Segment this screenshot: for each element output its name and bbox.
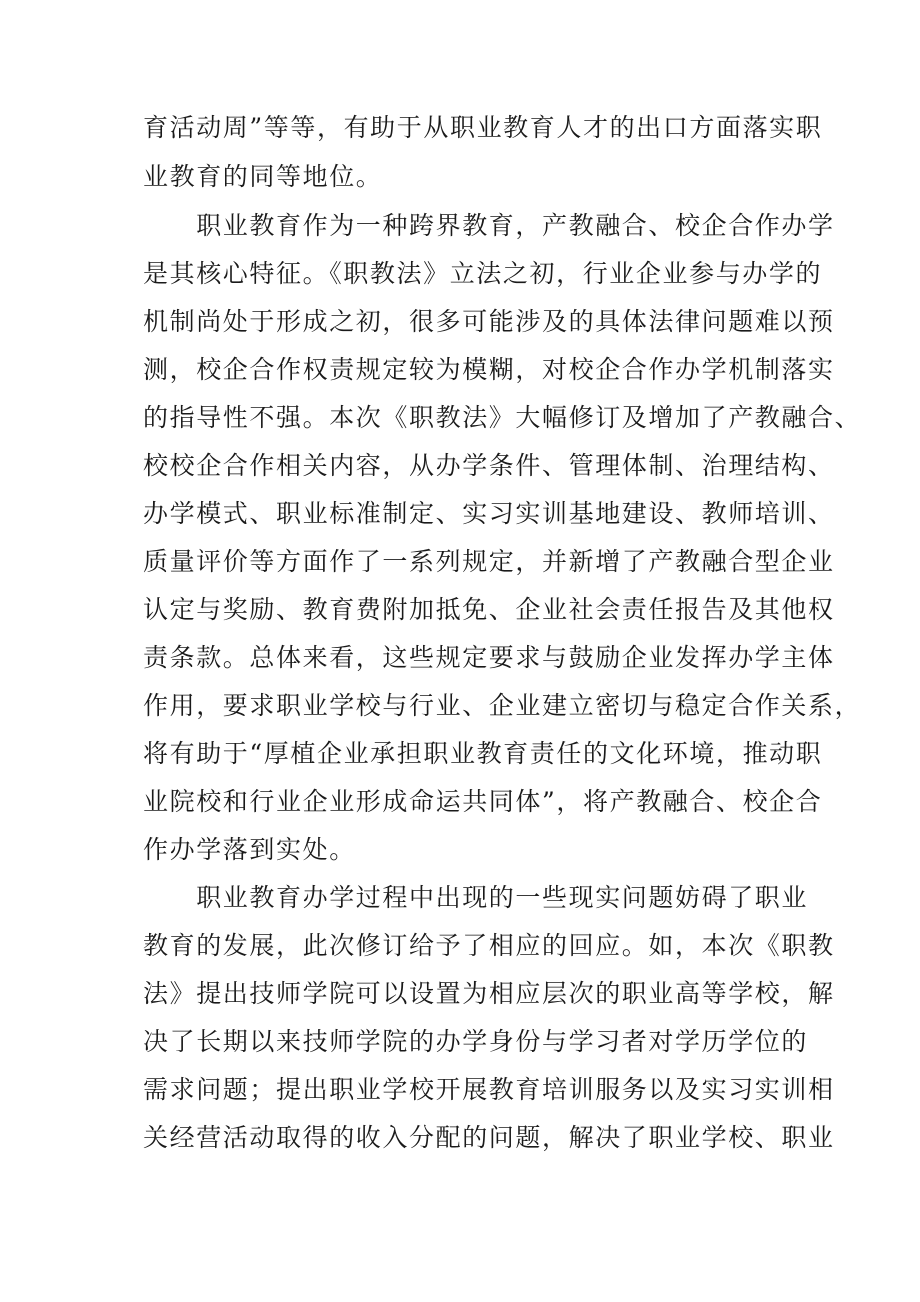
text-line: 作用，要求职业学校与行业、企业建立密切与稳定合作关系， bbox=[143, 691, 862, 720]
text-line: 是其核心特征。《职教法》立法之初，行业企业参与办学的 bbox=[143, 259, 823, 288]
text-line: 责条款。总体来看，这些规定要求与鼓励企业发挥办学主体 bbox=[143, 643, 835, 672]
text-line: 的指导性不强。本次《职教法》大幅修订及增加了产教融合、 bbox=[143, 403, 862, 432]
text-line: 法》提出技师学院可以设置为相应层次的职业高等学校，解 bbox=[143, 979, 835, 1008]
text-line: 机制尚处于形成之初，很多可能涉及的具体法律问题难以预 bbox=[143, 307, 835, 336]
text-line: 业院校和行业企业形成命运共同体”，将产教融合、校企合 bbox=[143, 787, 823, 816]
text-line: 将有助于“厚植企业承担职业教育责任的文化环境，推动职 bbox=[143, 739, 823, 768]
text-line: 育活动周”等等，有助于从职业教育人才的出口方面落实职 bbox=[143, 113, 823, 142]
text-line: 职业教育办学过程中出现的一些现实问题妨碍了职业 bbox=[143, 883, 809, 912]
text-line: 校校企合作相关内容，从办学条件、管理体制、治理结构、 bbox=[143, 451, 835, 480]
text-line: 认定与奖励、教育费附加抵免、企业社会责任报告及其他权 bbox=[143, 595, 835, 624]
text-line: 职业教育作为一种跨界教育，产教融合、校企合作办学 bbox=[143, 211, 835, 240]
text-line: 办学模式、职业标准制定、实习实训基地建设、教师培训、 bbox=[143, 499, 835, 528]
text-line: 作办学落到实处。 bbox=[143, 835, 356, 864]
text-line: 质量评价等方面作了一系列规定，并新增了产教融合型企业 bbox=[143, 547, 835, 576]
text-line: 测，校企合作权责规定较为模糊，对校企合作办学机制落实 bbox=[143, 355, 835, 384]
text-line: 教育的发展，此次修订给予了相应的回应。如，本次《职教 bbox=[143, 931, 835, 960]
text-line: 需求问题；提出职业学校开展教育培训服务以及实习实训相 bbox=[143, 1075, 835, 1104]
text-line: 决了长期以来技师学院的办学身份与学习者对学历学位的 bbox=[143, 1027, 809, 1056]
text-line: 业教育的同等地位。 bbox=[143, 162, 383, 191]
text-line: 关经营活动取得的收入分配的问题，解决了职业学校、职业 bbox=[143, 1123, 835, 1152]
